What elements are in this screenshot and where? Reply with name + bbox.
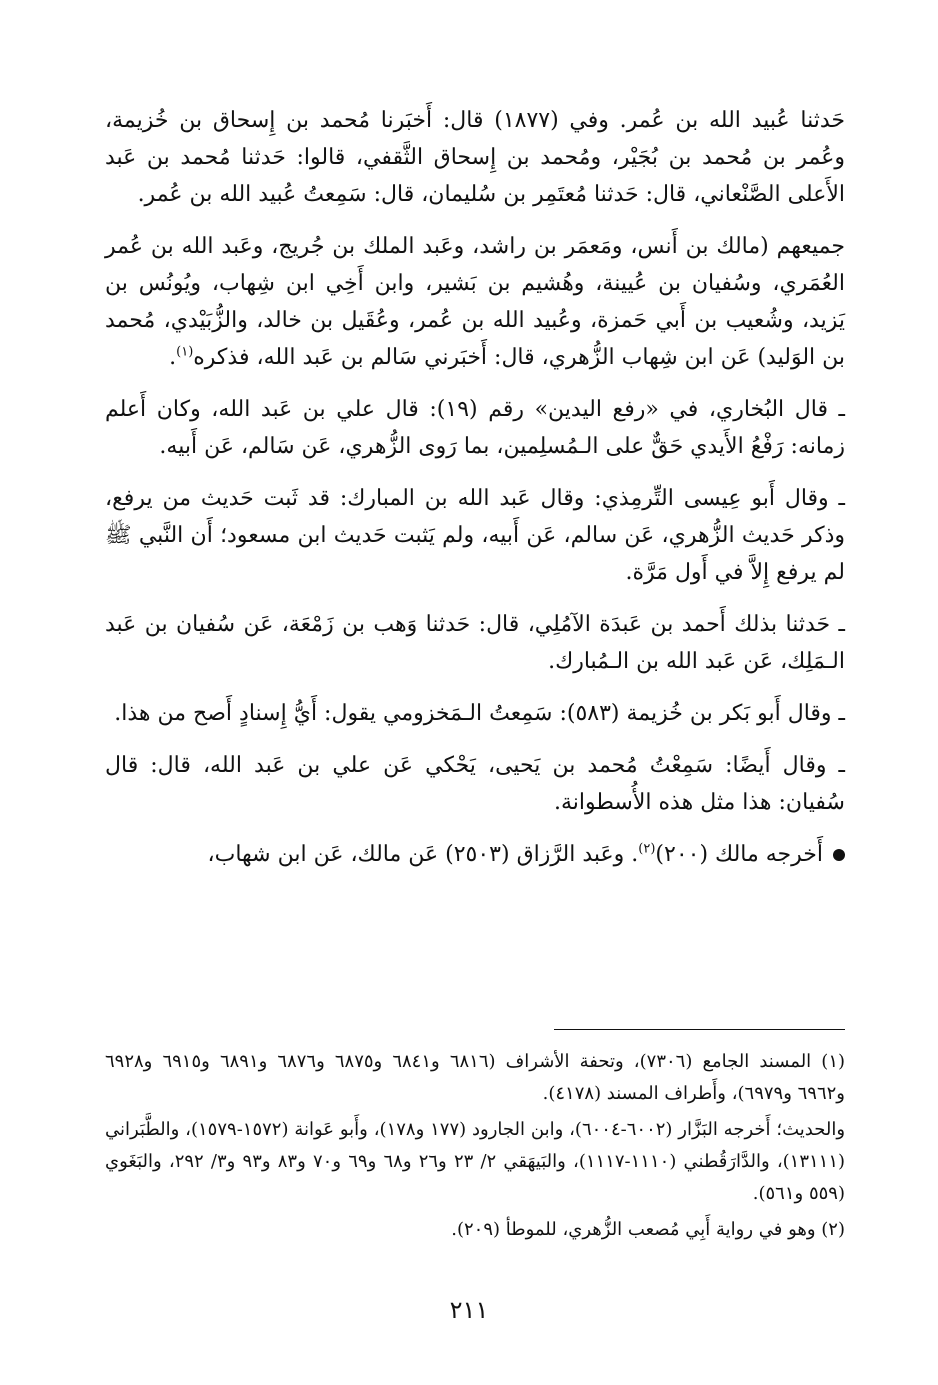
paragraph-4: ـ وقال أَبو عِيسى التِّرمِذي: وقال عَبد الله بن المبارك: قد ثَبت حَديث من يرفع، وذكر حَديث الزُّهري، عَن سالم، عَن أَبيه، ولم يَثبت حَديث ابن مسعود؛ أَن النَّبي ﷺ لم يرفع إِلاَّ في أَول مَرَّة. — [105, 486, 845, 585]
main-text — [105, 102, 845, 873]
footnote-ref-1: (١) — [176, 344, 194, 360]
paragraph-3: ـ قال البُخاري، في «رفع اليدين» رقم (١٩): قال علي بن عَبد الله، وكان أَعلم زمانه: رَفْعُ الأَيدي حَقٌّ على الـمُسلِمين، بما رَوى الزُّهري، عَن سَالم، عَن أَبيه. — [105, 397, 846, 459]
bullet-text-a: أَخرجه مالك (٢٠٠) — [655, 842, 823, 867]
bullet-text — [208, 836, 823, 873]
footnote-1-sources: (١) المسند الجامع (٧٣٠٦)، وتحفة الأشراف (٦٨١٦ و٦٨٤١ و٦٨٧٥ و٦٨٧٦ و٦٨٩١ و٦٩١٥ و٦٩٢٨ و٦٩٦٢ و٦٩٧٩)، وأَطراف المسند (٤١٧٨). — [105, 1051, 846, 1104]
bullet-dot-icon — [833, 849, 845, 861]
footnote-ref-2: (٢) — [638, 841, 656, 857]
paragraph-2 — [105, 228, 845, 376]
paragraph-2-text: جميعهم (مالك بن أَنس، ومَعمَر بن راشد، وعَبد الملك بن جُريج، وعَبد الله بن عُمر العُمَري، وسُفيان بن عُيينة، وهُشيم بن بَشير، وابن أَخِي ابن شِهاب، ويُونُس بن يَزيد، وشُعيب بن أَبي حَمزة، وعُبيد الله بن عُمر، وعُقَيل بن خالد، والزُّبَيْدي، مُحمد بن الوَليد) عَن ابن شِهاب الزُّهري، قال: أَخبَرني سَالم بن عَبد الله، فذكره — [105, 234, 845, 370]
bullet-text-b: . وعَبد الرَّزاق (٢٥٠٣) عَن مالك، عَن ابن شهاب، — [207, 842, 639, 867]
footnote-2: (٢) وهو في رواية أَبِي مُصعب الزُّهري، للموطأ (٢٠٩). — [451, 1219, 845, 1240]
page-number: ٢١١ — [449, 1296, 489, 1324]
bullet-takhrij — [105, 836, 845, 873]
paragraph-5: ـ حَدثنا بذلك أَحمد بن عَبدَة الآمُلِي، قال: حَدثنا وَهب بن زَمْعَة، عَن سُفيان بن عَبد الـمَلِك، عَن عَبد الله بن الـمُبارك. — [105, 612, 845, 674]
paragraph-6: ـ وقال أَبو بَكر بن خُزيمة (٥٨٣): سَمِعتُ الـمَخزومي يقول: أَيُّ إِسنادٍ أَصح من هذا. — [114, 701, 845, 726]
paragraph-1: حَدثنا عُبيد الله بن عُمر. وفي (١٨٧٧) قال: أَخبَرنا مُحمد بن إِسحاق بن خُزيمة، وعُمر بن مُحمد بن بُجَيْر، ومُحمد بن إِسحاق الثَّقفي، قالوا: حَدثنا مُحمد بن عَبد الأَعلى الصَّنْعاني، قال: حَدثنا مُعتَمِر بن سُليمان، قال: سَمِعتُ عُبيد الله بن عُمر. — [105, 108, 845, 207]
footnote-1-hadith: والحديث؛ أَخرجه البَزَّار (٦٠٠٢-٦٠٠٤)، وابن الجارود (١٧٧ و١٧٨)، وأَبو عَوانة (١٥٧٢-١٥٧٩)، والطَّبَراني (١٣١١١)، والدَّارَقُطني (١١١٠-١١١٧)، والبَيهَقي ٢/ ٢٣ و٢٦ و٦٨ و٦٩ و٧٠ و٨٣ و٩٣ و٣/ ٢٩٢، والبَغَوي (٥٥٩ و٥٦١). — [105, 1119, 846, 1204]
footnotes — [105, 1046, 845, 1250]
paragraph-7: ـ وقال أَيضًا: سَمِعْتُ مُحمد بن يَحيى، يَحْكي عَن علي بن عَبد الله، قال: قال سُفيان: هذا مثل هذه الأُسطوانة. — [105, 753, 845, 815]
footnote-separator — [554, 1029, 845, 1030]
paragraph-2-end: . — [169, 345, 177, 370]
